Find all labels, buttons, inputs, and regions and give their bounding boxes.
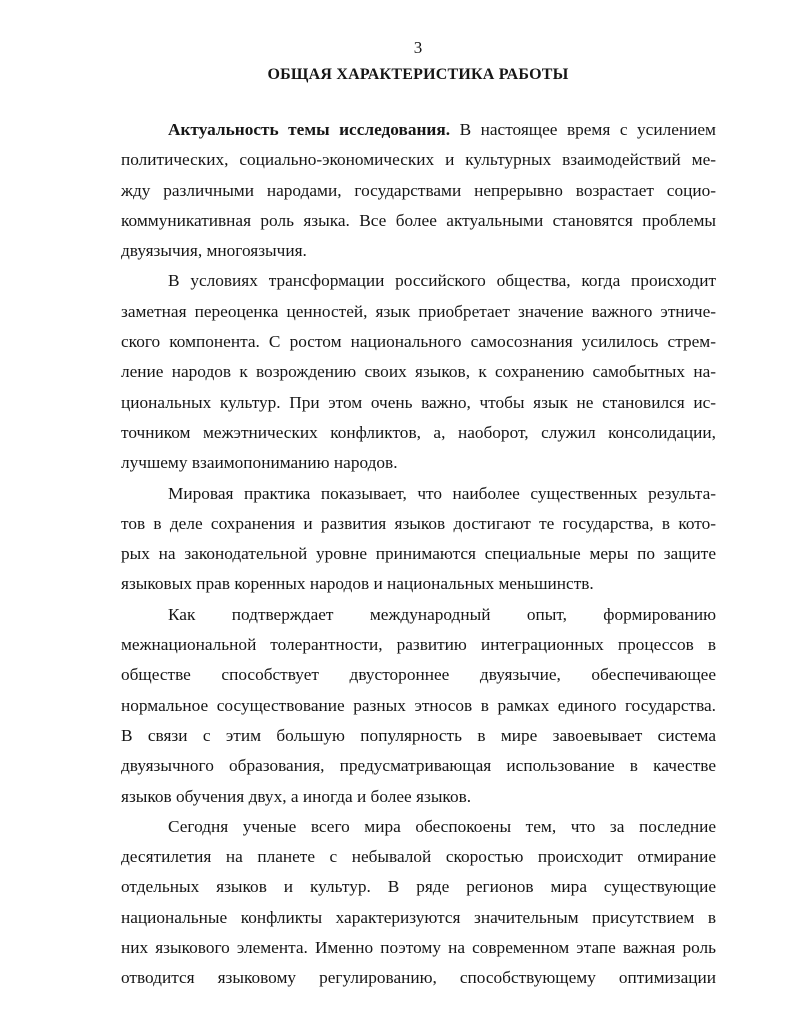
text-line: межнациональной толерантности, развитию интеграционных процессов в xyxy=(121,635,716,655)
text-line: точником межэтнических конфликтов, а, наоборот, служил консолидации, xyxy=(121,422,716,442)
text-line: десятилетия на планете с небывалой скоростью происходит отмирание xyxy=(121,847,716,867)
text-line: В связи с этим большую популярность в мире завоевывает система xyxy=(121,725,716,745)
text-line: отдельных языков и культур. В ряде регионов мира существующие xyxy=(121,877,716,897)
text-line: циональных культур. При этом очень важно, чтобы язык не становился ис- xyxy=(121,392,716,412)
text-line: обществе способствует двустороннее двуязычие, обеспечивающее xyxy=(121,665,716,685)
text-line: политических, социально-экономических и культурных взаимодействий ме- xyxy=(121,150,716,170)
paragraph-relevance xyxy=(121,115,716,266)
lead-phrase: Актуальность темы исследования. xyxy=(168,120,451,139)
text-line: языковых прав коренных народов и национальных меньшинств. xyxy=(121,574,594,594)
paragraph-international-experience xyxy=(121,600,716,812)
text-line: Сегодня ученые всего мира обеспокоены тем, что за последние xyxy=(168,816,716,836)
text-line: Как подтверждает международный опыт, формированию xyxy=(168,604,716,624)
text-line: двуязычного образования, предусматривающая использование в качестве xyxy=(121,756,716,776)
text-line-rest: В настоящее время с усилением xyxy=(450,120,716,139)
text-line xyxy=(121,115,716,145)
page-number: 3 xyxy=(413,38,423,57)
text-line: национальные конфликты характеризуются значительным присутствием в xyxy=(121,907,716,927)
text-line: ского компонента. С ростом национального самосознания усилилось стрем- xyxy=(121,332,716,352)
section-heading: ОБЩАЯ ХАРАКТЕРИСТИКА РАБОТЫ xyxy=(267,66,569,83)
paragraph-transformation xyxy=(121,266,716,478)
text-line: языков обучения двух, а иногда и более языков. xyxy=(121,786,472,806)
text-line: тов в деле сохранения и развития языков достигают те государства, в кото- xyxy=(121,513,716,533)
text-line: нормальное сосуществование разных этносов в рамках единого государства. xyxy=(121,695,716,715)
text-line: двуязычия, многоязычия. xyxy=(121,241,307,261)
text-line: жду различными народами, государствами непрерывно возрастает социо- xyxy=(121,180,716,200)
body-text xyxy=(121,115,716,994)
paragraph-world-practice xyxy=(121,479,716,600)
paragraph-scientists-concern xyxy=(121,812,716,994)
text-line: лучшему взаимопониманию народов. xyxy=(121,453,398,473)
text-line: них языкового элемента. Именно поэтому на современном этапе важная роль xyxy=(121,938,716,958)
text-line: В условиях трансформации российского общества, когда происходит xyxy=(168,271,716,291)
text-line: ление народов к возрождению своих языков, к сохранению самобытных на- xyxy=(121,362,716,382)
text-line: рых на законодательной уровне принимаются специальные меры по защите xyxy=(121,544,716,564)
text-line: заметная переоценка ценностей, язык приобретает значение важного этниче- xyxy=(121,301,716,321)
text-line: коммуникативная роль языка. Все более актуальными становятся проблемы xyxy=(121,210,716,230)
text-line: отводится языковому регулированию, способствующему оптимизации xyxy=(121,968,716,988)
text-line: Мировая практика показывает, что наиболее существенных результа- xyxy=(168,483,716,503)
